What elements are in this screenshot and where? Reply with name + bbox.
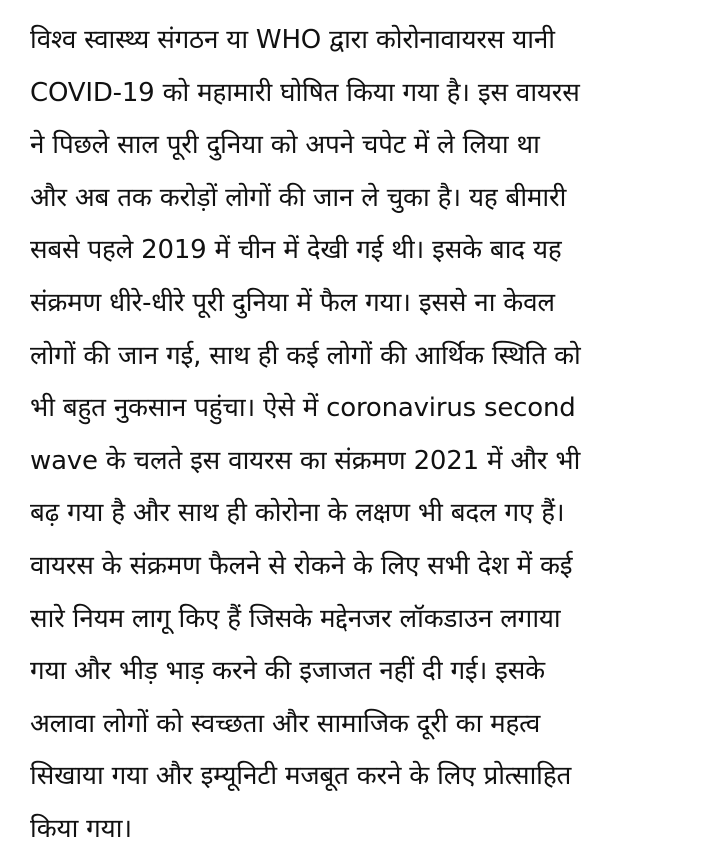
paragraph-line-13: गया और भीड़ भाड़ करने की इजाजत नहीं दी गई। इसके [30,656,545,687]
paragraph-line-16: किया गया। [30,813,132,844]
paragraph-line-12: सारे नियम लागू किए हैं जिसके मद्देनजर लॉकडाउन लगाया [30,603,561,634]
paragraph-line-8: भी बहुत नुकसान पहुंचा। ऐसे में coronavirus second [30,393,576,424]
paragraph-line-2: COVID-19 को महामारी घोषित किया गया है। इस वायरस [30,77,580,108]
paragraph-line-4: और अब तक करोड़ों लोगों की जान ले चुका है। यह बीमारी [30,182,567,213]
paragraph-line-3: ने पिछले साल पूरी दुनिया को अपने चपेट में ले लिया था [30,130,540,161]
paragraph-line-5: सबसे पहले 2019 में चीन में देखी गई थी। इसके बाद यह [30,235,562,266]
paragraph-line-15: सिखाया गया और इम्यूनिटी मजबूत करने के लिए प्रोत्साहित [30,761,572,792]
paragraph-line-6: संक्रमण धीरे-धीरे पूरी दुनिया में फैल गया। इससे ना केवल [30,287,555,318]
paragraph-line-7: लोगों की जान गई, साथ ही कई लोगों की आर्थिक स्थिति को [30,340,581,371]
paragraph-line-10: बढ़ गया है और साथ ही कोरोना के लक्षण भी बदल गए हैं। [30,498,565,529]
paragraph-line-1: विश्व स्वास्थ्य संगठन या WHO द्वारा कोरोनावायरस यानी [30,25,555,55]
paragraph-line-11: वायरस के संक्रमण फैलने से रोकने के लिए सभी देश में कई [30,550,573,581]
paragraph-line-14: अलावा लोगों को स्वच्छता और सामाजिक दूरी का महत्व [30,708,541,739]
paragraph-line-9: wave के चलते इस वायरस का संक्रमण 2021 में और भी [30,445,581,476]
article-paragraph [30,14,692,856]
